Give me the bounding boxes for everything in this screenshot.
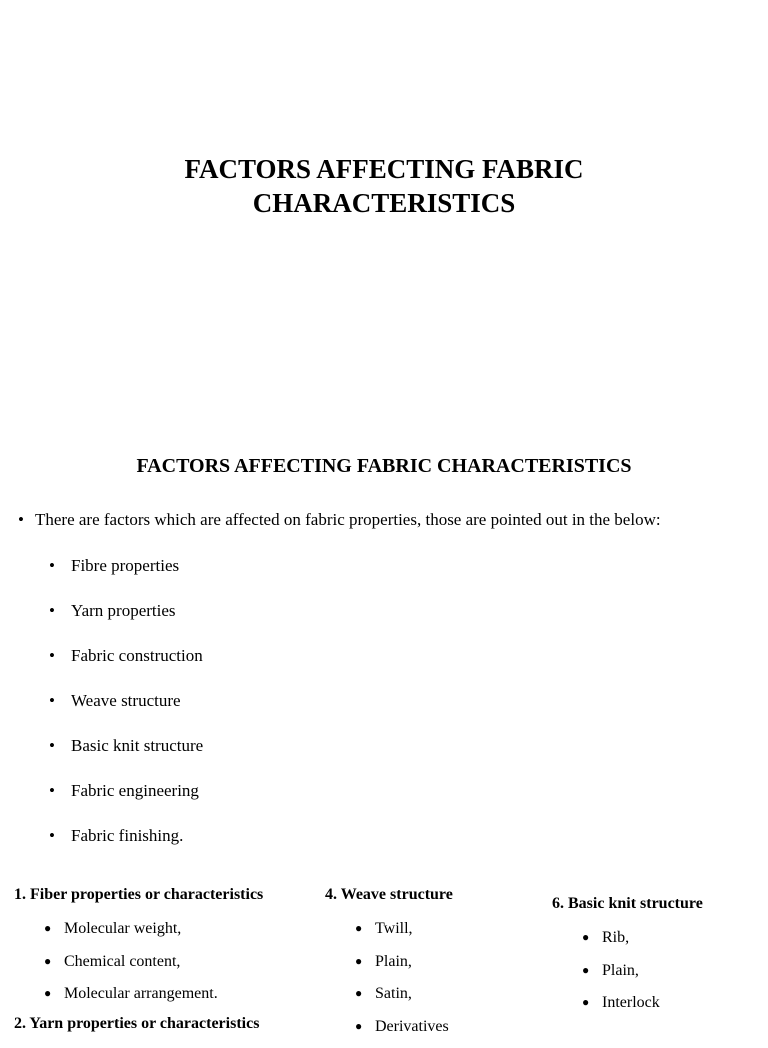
bullet-icon: ● [355, 1016, 375, 1036]
column-basic-knit-structure [552, 894, 703, 1025]
column-heading: 1. Fiber properties or characteristics [14, 885, 263, 905]
factor-list [49, 555, 203, 870]
bullet-icon: ● [355, 951, 375, 971]
bullet-icon: ● [44, 951, 64, 971]
list-item: ● Twill, [355, 918, 453, 951]
list-item: • Fabric construction [49, 645, 203, 690]
list-item: • Fabric engineering [49, 780, 203, 825]
list-item: ● Molecular weight, [44, 918, 263, 951]
cover-title [0, 152, 768, 220]
list-item: ● Plain, [355, 951, 453, 984]
cover-title-line1: FACTORS AFFECTING FABRIC [184, 154, 583, 184]
list-item: ● Derivatives [355, 1016, 453, 1048]
bullet-icon: ● [44, 918, 64, 938]
list-item: ● Molecular arrangement. [44, 983, 263, 1016]
intro-paragraph [18, 509, 661, 531]
list-item: • Fibre properties [49, 555, 203, 600]
next-section-heading: 2. Yarn properties or characteristics [14, 1014, 259, 1034]
bullet-icon: • [49, 600, 71, 622]
sub-list [582, 927, 703, 1025]
column-fiber-properties [14, 885, 263, 1016]
bullet-icon: ● [355, 983, 375, 1003]
sub-list [355, 918, 453, 1048]
bullet-icon: • [49, 555, 71, 577]
bullet-icon: • [49, 690, 71, 712]
list-item: ● Satin, [355, 983, 453, 1016]
column-heading: 4. Weave structure [325, 885, 453, 905]
bullet-icon: • [49, 645, 71, 667]
list-item: ● Interlock [582, 992, 703, 1025]
list-item: • Fabric finishing. [49, 825, 203, 870]
list-item: ● Plain, [582, 960, 703, 993]
column-heading: 6. Basic knit structure [552, 894, 703, 914]
bullet-icon: ● [582, 927, 602, 947]
bullet-icon: • [49, 735, 71, 757]
bullet-icon: • [49, 780, 71, 802]
intro-text: There are factors which are affected on fabric properties, those are pointed out in the below: [35, 510, 661, 529]
section-title: FACTORS AFFECTING FABRIC CHARACTERISTICS [0, 453, 768, 479]
bullet-icon: ● [582, 992, 602, 1012]
bullet-icon: ● [44, 983, 64, 1003]
list-item: • Yarn properties [49, 600, 203, 645]
bullet-icon: ● [582, 960, 602, 980]
list-item: ● Rib, [582, 927, 703, 960]
cover-title-line2: CHARACTERISTICS [253, 188, 516, 218]
list-item: • Weave structure [49, 690, 203, 735]
bullet-icon: • [49, 825, 71, 847]
list-item: ● Chemical content, [44, 951, 263, 984]
sub-list [44, 918, 263, 1016]
list-item: • Basic knit structure [49, 735, 203, 780]
bullet-icon: ● [355, 918, 375, 938]
bullet-icon: • [18, 509, 35, 531]
